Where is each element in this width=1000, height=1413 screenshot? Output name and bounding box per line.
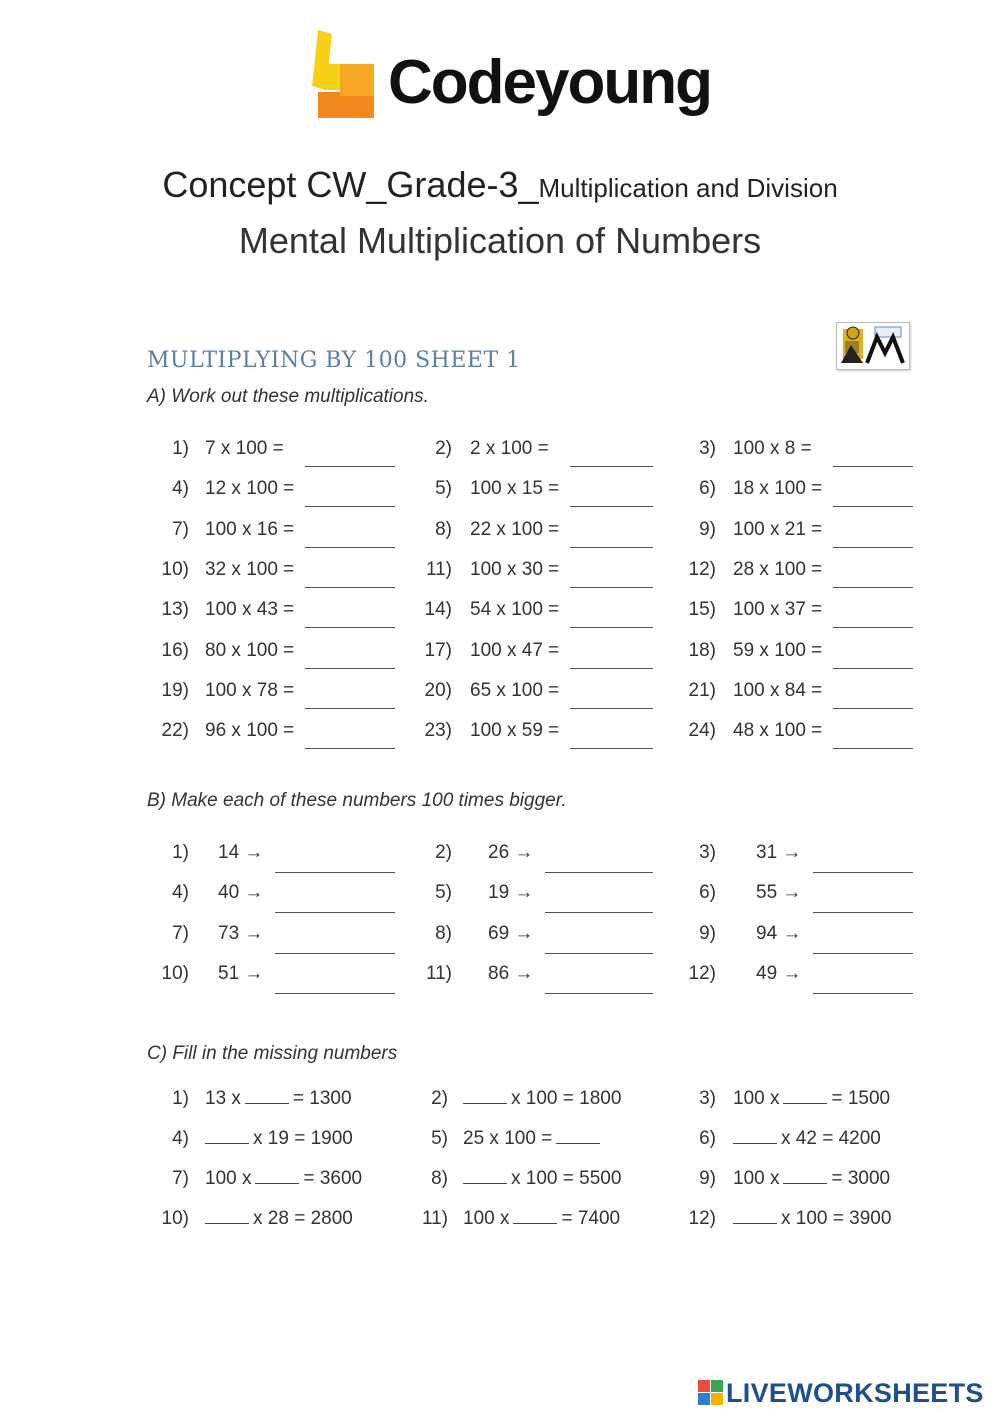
expression-before: 100 x bbox=[463, 1208, 510, 1229]
section-c-heading: C) Fill in the missing numbers bbox=[147, 1043, 398, 1064]
answer-input[interactable] bbox=[833, 506, 913, 507]
fill-in-question bbox=[463, 1088, 621, 1110]
question-expression: 73 → bbox=[218, 922, 264, 944]
question-expression: 100 x 16 = bbox=[205, 518, 295, 540]
question-expression: 40 → bbox=[218, 882, 264, 904]
section-a-heading: A) Work out these multiplications. bbox=[147, 386, 429, 407]
question-expression: 80 x 100 = bbox=[205, 639, 295, 661]
question-number: 8) bbox=[431, 1168, 448, 1189]
answer-input[interactable] bbox=[275, 953, 395, 954]
answer-input[interactable] bbox=[545, 872, 653, 873]
answer-input[interactable] bbox=[570, 506, 653, 507]
expression-before: 100 x bbox=[733, 1088, 780, 1109]
answer-input[interactable] bbox=[570, 668, 653, 669]
missing-number-input[interactable] bbox=[205, 1209, 249, 1224]
answer-input[interactable] bbox=[305, 547, 395, 548]
question-expression: 100 x 21 = bbox=[733, 518, 823, 540]
fill-in-question bbox=[733, 1168, 890, 1190]
answer-input[interactable] bbox=[275, 912, 395, 913]
question-expression: 49 → bbox=[756, 962, 802, 984]
question-number: 5) bbox=[435, 478, 452, 500]
brand-name: Codeyoung bbox=[388, 48, 711, 117]
answer-input[interactable] bbox=[305, 748, 395, 749]
expression-after: x 100 = 5500 bbox=[511, 1168, 622, 1189]
expression-before: 25 x 100 = bbox=[463, 1128, 553, 1149]
fill-in-question bbox=[733, 1088, 890, 1110]
question-expression: 51 → bbox=[218, 962, 264, 984]
missing-number-input[interactable] bbox=[205, 1129, 249, 1144]
fill-in-question bbox=[463, 1208, 620, 1230]
question-number: 12) bbox=[688, 1208, 716, 1229]
answer-input[interactable] bbox=[305, 668, 395, 669]
answer-input[interactable] bbox=[570, 547, 653, 548]
title-main: Concept CW_Grade-3_ bbox=[162, 164, 539, 205]
fill-in-question bbox=[205, 1128, 353, 1150]
question-number: 23) bbox=[424, 720, 452, 742]
expression-after: x 100 = 3900 bbox=[781, 1208, 892, 1229]
answer-input[interactable] bbox=[275, 872, 395, 873]
missing-number-input[interactable] bbox=[733, 1209, 777, 1224]
answer-input[interactable] bbox=[545, 912, 653, 913]
expression-after: x 42 = 4200 bbox=[781, 1128, 881, 1149]
question-expression: 100 x 30 = bbox=[470, 558, 560, 580]
question-expression: 22 x 100 = bbox=[470, 518, 560, 540]
fill-in-question bbox=[733, 1208, 891, 1230]
question-number: 18) bbox=[688, 639, 716, 661]
question-number: 21) bbox=[688, 679, 716, 701]
tutor-clipart-icon bbox=[836, 322, 910, 370]
expression-after: = 1500 bbox=[831, 1088, 891, 1109]
question-expression: 100 x 8 = bbox=[733, 438, 812, 459]
question-expression: 31 → bbox=[756, 842, 802, 863]
missing-number-input[interactable] bbox=[463, 1089, 507, 1104]
answer-input[interactable] bbox=[833, 547, 913, 548]
question-expression: 100 x 59 = bbox=[470, 720, 560, 742]
question-number: 4) bbox=[172, 478, 189, 500]
question-number: 8) bbox=[435, 518, 452, 540]
question-number: 12) bbox=[688, 558, 716, 580]
answer-input[interactable] bbox=[813, 993, 913, 994]
question-expression: 100 x 15 = bbox=[470, 478, 560, 500]
answer-input[interactable] bbox=[545, 993, 653, 994]
answer-input[interactable] bbox=[305, 708, 395, 709]
question-number: 7) bbox=[172, 518, 189, 540]
question-expression: 100 x 84 = bbox=[733, 679, 823, 701]
question-number: 10) bbox=[161, 1208, 189, 1229]
question-number: 2) bbox=[435, 842, 452, 863]
question-number: 9) bbox=[699, 922, 716, 944]
question-number: 14) bbox=[424, 599, 452, 621]
question-expression: 48 x 100 = bbox=[733, 720, 823, 742]
fill-in-question bbox=[463, 1168, 621, 1190]
answer-input[interactable] bbox=[813, 872, 913, 873]
question-expression: 7 x 100 = bbox=[205, 438, 284, 459]
answer-input[interactable] bbox=[833, 668, 913, 669]
answer-input[interactable] bbox=[275, 993, 395, 994]
expression-after: = 7400 bbox=[561, 1208, 621, 1229]
answer-input[interactable] bbox=[305, 627, 395, 628]
question-number: 3) bbox=[699, 438, 716, 459]
question-number: 4) bbox=[172, 1128, 189, 1149]
question-number: 6) bbox=[699, 1128, 716, 1149]
expression-after: = 1300 bbox=[292, 1088, 352, 1109]
question-expression: 65 x 100 = bbox=[470, 679, 560, 701]
question-expression: 94 → bbox=[756, 922, 802, 944]
codeyoung-logo-mark-icon bbox=[312, 30, 376, 120]
question-number: 11) bbox=[421, 1208, 448, 1229]
answer-input[interactable] bbox=[305, 587, 395, 588]
liveworksheets-watermark bbox=[698, 1378, 994, 1408]
liveworksheets-text: LIVEWORKSHEETS bbox=[726, 1378, 984, 1408]
question-expression: 86 → bbox=[488, 962, 534, 984]
fill-in-question bbox=[205, 1088, 352, 1110]
question-number: 15) bbox=[688, 599, 716, 621]
expression-before: 100 x bbox=[733, 1168, 780, 1189]
missing-number-input[interactable] bbox=[245, 1089, 289, 1104]
question-number: 1) bbox=[172, 842, 189, 863]
answer-input[interactable] bbox=[570, 587, 653, 588]
question-expression: 96 x 100 = bbox=[205, 720, 295, 742]
question-number: 6) bbox=[699, 478, 716, 500]
question-number: 3) bbox=[699, 1088, 716, 1109]
section-b-heading: B) Make each of these numbers 100 times bigger. bbox=[147, 790, 567, 811]
question-number: 17) bbox=[424, 639, 452, 661]
answer-input[interactable] bbox=[570, 466, 653, 467]
answer-input[interactable] bbox=[813, 953, 913, 954]
expression-after: = 3600 bbox=[303, 1168, 363, 1189]
question-expression: 26 → bbox=[488, 842, 534, 863]
missing-number-input[interactable] bbox=[556, 1129, 600, 1144]
question-expression: 18 x 100 = bbox=[733, 478, 823, 500]
question-expression: 28 x 100 = bbox=[733, 558, 823, 580]
liveworksheets-logo-icon bbox=[698, 1380, 724, 1406]
question-number: 5) bbox=[431, 1128, 448, 1149]
worksheet-subtitle: Mental Multiplication of Numbers bbox=[238, 220, 762, 261]
question-expression: 12 x 100 = bbox=[205, 478, 295, 500]
missing-number-input[interactable] bbox=[783, 1169, 827, 1184]
missing-number-input[interactable] bbox=[463, 1169, 507, 1184]
fill-in-question bbox=[463, 1128, 604, 1150]
question-expression: 19 → bbox=[488, 882, 534, 904]
missing-number-input[interactable] bbox=[733, 1129, 777, 1144]
answer-input[interactable] bbox=[570, 708, 653, 709]
question-number: 10) bbox=[161, 962, 189, 984]
sheet-title: MULTIPLYING BY 100 SHEET 1 bbox=[147, 348, 521, 373]
question-number: 20) bbox=[424, 679, 452, 701]
question-number: 9) bbox=[699, 518, 716, 540]
question-number: 11) bbox=[425, 962, 452, 984]
question-number: 3) bbox=[699, 842, 716, 863]
answer-input[interactable] bbox=[545, 953, 653, 954]
answer-input[interactable] bbox=[570, 748, 653, 749]
question-expression: 32 x 100 = bbox=[205, 558, 295, 580]
fill-in-question bbox=[205, 1168, 362, 1190]
question-number: 2) bbox=[435, 438, 452, 459]
question-number: 7) bbox=[172, 1168, 189, 1189]
answer-input[interactable] bbox=[305, 466, 395, 467]
expression-before: 100 x bbox=[205, 1168, 252, 1189]
question-expression: 69 → bbox=[488, 922, 534, 944]
expression-after: = 3000 bbox=[831, 1168, 891, 1189]
answer-input[interactable] bbox=[305, 506, 395, 507]
question-number: 4) bbox=[172, 882, 189, 904]
missing-number-input[interactable] bbox=[513, 1209, 557, 1224]
question-number: 10) bbox=[161, 558, 189, 580]
question-number: 16) bbox=[161, 639, 189, 661]
codeyoung-logo bbox=[312, 30, 711, 130]
fill-in-question bbox=[205, 1208, 353, 1230]
question-number: 24) bbox=[688, 720, 716, 742]
question-number: 11) bbox=[425, 558, 452, 580]
question-expression: 14 → bbox=[218, 842, 264, 863]
question-number: 13) bbox=[161, 599, 189, 621]
answer-input[interactable] bbox=[833, 708, 913, 709]
question-number: 1) bbox=[172, 1088, 189, 1109]
question-number: 22) bbox=[161, 720, 189, 742]
question-expression: 100 x 37 = bbox=[733, 599, 823, 621]
answer-input[interactable] bbox=[833, 748, 913, 749]
question-expression: 100 x 47 = bbox=[470, 639, 560, 661]
answer-input[interactable] bbox=[833, 466, 913, 467]
answer-input[interactable] bbox=[813, 912, 913, 913]
expression-after: x 28 = 2800 bbox=[253, 1208, 353, 1229]
fill-in-question bbox=[733, 1128, 881, 1150]
missing-number-input[interactable] bbox=[783, 1089, 827, 1104]
question-number: 6) bbox=[699, 882, 716, 904]
question-expression: 100 x 43 = bbox=[205, 599, 295, 621]
expression-before: 13 x bbox=[205, 1088, 241, 1109]
answer-input[interactable] bbox=[570, 627, 653, 628]
worksheet-title bbox=[0, 164, 1000, 206]
question-number: 19) bbox=[161, 679, 189, 701]
question-expression: 54 x 100 = bbox=[470, 599, 560, 621]
question-expression: 59 x 100 = bbox=[733, 639, 823, 661]
answer-input[interactable] bbox=[833, 587, 913, 588]
title-sub: Multiplication and Division bbox=[538, 173, 838, 203]
question-expression: 2 x 100 = bbox=[470, 438, 549, 459]
question-expression: 100 x 78 = bbox=[205, 679, 295, 701]
question-number: 12) bbox=[688, 962, 716, 984]
answer-input[interactable] bbox=[833, 627, 913, 628]
expression-after: x 100 = 1800 bbox=[511, 1088, 622, 1109]
question-number: 2) bbox=[431, 1088, 448, 1109]
question-number: 1) bbox=[172, 438, 189, 459]
question-number: 5) bbox=[435, 882, 452, 904]
question-number: 9) bbox=[699, 1168, 716, 1189]
expression-after: x 19 = 1900 bbox=[253, 1128, 353, 1149]
question-number: 7) bbox=[172, 922, 189, 944]
missing-number-input[interactable] bbox=[255, 1169, 299, 1184]
question-expression: 55 → bbox=[756, 882, 802, 904]
question-number: 8) bbox=[435, 922, 452, 944]
